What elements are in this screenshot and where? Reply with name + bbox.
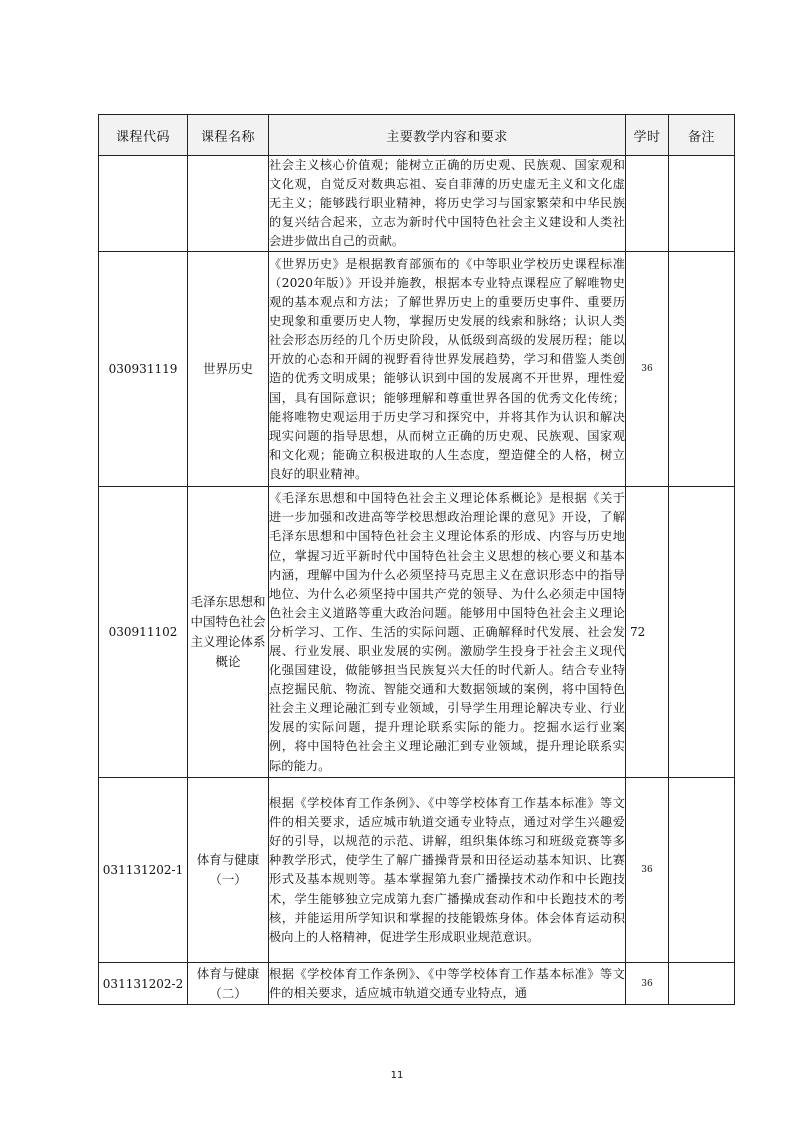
header-notes: 备注 [669, 115, 735, 156]
table-row [99, 156, 735, 252]
table-header-row [99, 115, 735, 156]
course-code: 030911102 [99, 487, 188, 778]
header-hours: 学时 [626, 115, 669, 156]
course-content: 社会主义核心价值观；能树立正确的历史观、民族观、国家观和文化观，自觉反对数典忘祖、妄自菲薄的历史虚无主义和文化虚无主义；能够践行职业精神，将历史学习与国家繁荣和中华民族的复兴结合起来，立志为新时代中国特色社会主义建设和人类社会进步做出自己的贡献。 [269, 156, 626, 252]
course-name: 毛泽东思想和中国特色社会主义理论体系概论 [188, 487, 269, 778]
table-row [99, 252, 735, 487]
course-note [669, 487, 735, 778]
course-content: 根据《学校体育工作条例》、《中等学校体育工作基本标准》等文件的相关要求，适应城市轨道交通专业特点，通 [269, 963, 626, 1005]
course-name [188, 156, 269, 252]
course-content: 根据《学校体育工作条例》、《中等学校体育工作基本标准》等文件的相关要求，适应城市轨道交通专业特点，通过对学生兴趣爱好的引导，以规范的示范、讲解，组织集体练习和班级竞赛等多种教学形式，使学生了解广播操背景和田径运动基本知识、比赛形式及基本规则等。基本掌握第九套广播操技术动作和中长跑技术，学生能够独立完成第九套广播操成套动作和中长跑技术的考核，并能运用所学知识和掌握的技能锻炼身体。体会体育运动积极向上的人格精神，促进学生形成职业规范意识。 [269, 778, 626, 963]
page-number: 11 [390, 1070, 404, 1081]
course-content: 《世界历史》是根据教育部颁布的《中等职业学校历史课程标准（2020年版）》开设并施教，根据本专业特点课程应了解唯物史观的基本观点和方法；了解世界历史上的重要历史事件、重要历史现象和重要历史人物，掌握历史发展的线索和脉络；认识人类社会形态历经的几个历史阶段，从低级到高级的发展历程；能以开放的心态和开阔的视野看待世界发展趋势，学习和借鉴人类创造的优秀文明成果；能够认识到中国的发展离不开世界，理性爱国，具有国际意识；能够理解和尊重世界各国的优秀文化传统；能将唯物史观运用于历史学习和探究中，并将其作为认识和解决现实问题的指导思想，从而树立正确的历史观、民族观、国家观和文化观；能确立积极进取的人生态度，塑造健全的人格，树立良好的职业精神。 [269, 252, 626, 487]
course-hours: 36 [626, 778, 669, 963]
course-note [669, 778, 735, 963]
curriculum-table [98, 114, 735, 1005]
table-row [99, 778, 735, 963]
course-code: 031131202-2 [99, 963, 188, 1005]
course-name: 体育与健康（二） [188, 963, 269, 1005]
course-hours: 72 [626, 487, 669, 778]
course-content: 《毛泽东思想和中国特色社会主义理论体系概论》是根据《关于进一步加强和改进高等学校思想政治理论课的意见》开设，了解毛泽东思想和中国特色社会主义理论体系的形成、内容与历史地位，掌握习近平新时代中国特色社会主义思想的核心要义和基本内涵，理解中国为什么必须坚持马克思主义在意识形态中的指导地位、为什么必须坚持中国共产党的领导、为什么必须走中国特色社会主义道路等重大政治问题。能够用中国特色社会主义理论分析学习、工作、生活的实际问题、正确解释时代发展、社会发展、行业发展、职业发展的实例。激励学生投身于社会主义现代化强国建设，做能够担当民族复兴大任的时代新人。结合专业特点挖掘民航、物流、智能交通和大数据领域的案例，将中国特色社会主义理论融汇到专业领域，引导学生用理论解决专业、行业发展的实际问题，提升理论联系实际的能力。挖掘水运行业案例，将中国特色社会主义理论融汇到专业领域，提升理论联系实际的能力。 [269, 487, 626, 778]
header-course-name: 课程名称 [188, 115, 269, 156]
course-hours: 36 [626, 963, 669, 1005]
table-row [99, 963, 735, 1005]
course-hours: 36 [626, 252, 669, 487]
course-code: 030931119 [99, 252, 188, 487]
course-note [669, 156, 735, 252]
header-course-code: 课程代码 [99, 115, 188, 156]
course-name: 世界历史 [188, 252, 269, 487]
course-note [669, 252, 735, 487]
header-teaching-content: 主要教学内容和要求 [269, 115, 626, 156]
course-note [669, 963, 735, 1005]
course-code [99, 156, 188, 252]
course-hours [626, 156, 669, 252]
course-name: 体育与健康（一） [188, 778, 269, 963]
course-code: 031131202-1 [99, 778, 188, 963]
table-row [99, 487, 735, 778]
